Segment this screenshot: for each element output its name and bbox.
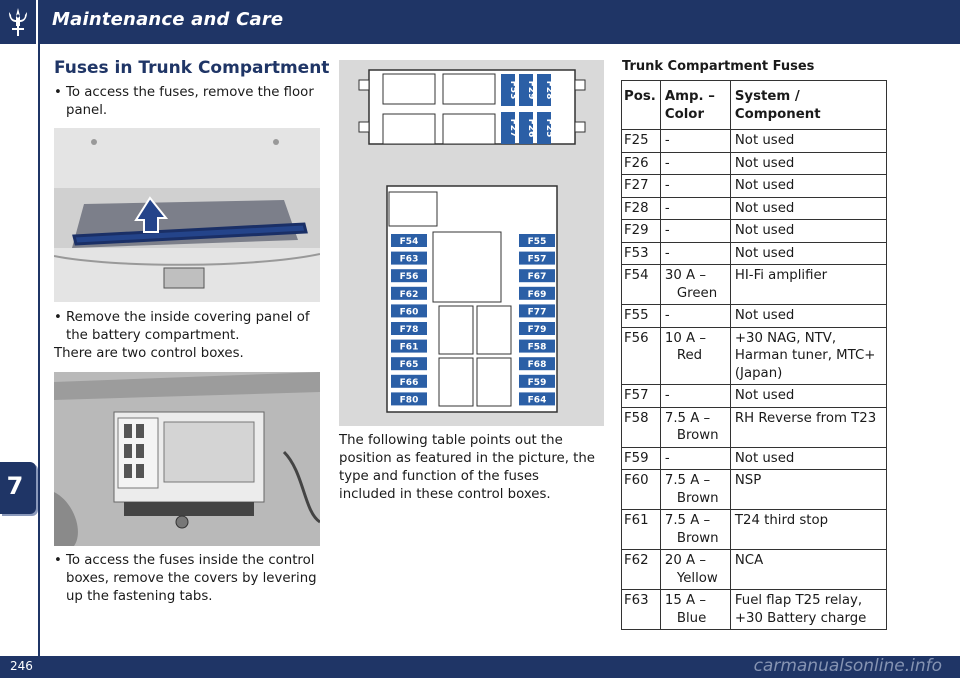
col-header-amp: Amp. – Color <box>660 81 730 130</box>
fuse-label-F68 <box>519 357 555 370</box>
instruction-battery-panel: • Remove the inside covering panel of the battery compartment. <box>54 310 310 343</box>
cell-system: Not used <box>730 220 886 243</box>
cell-amp: - <box>660 305 730 328</box>
table-row <box>622 220 887 243</box>
fuse-label-F77 <box>519 304 555 317</box>
cell-system: NSP <box>730 470 886 510</box>
table-row <box>622 510 887 550</box>
page-number: 246 <box>10 659 33 673</box>
cell-amp: - <box>660 385 730 408</box>
control-boxes-note: There are two control boxes. <box>54 346 244 361</box>
table-row <box>622 447 887 470</box>
table-row <box>622 590 887 630</box>
cell-system: Fuel flap T25 relay, +30 Battery charge <box>730 590 886 630</box>
table-row <box>622 550 887 590</box>
fuse-label-F64 <box>519 392 555 405</box>
svg-text:F63: F63 <box>399 254 419 265</box>
page-footer <box>0 656 960 678</box>
cell-pos: F29 <box>622 220 661 243</box>
cell-system: Not used <box>730 175 886 198</box>
svg-text:F66: F66 <box>399 377 419 388</box>
fuse-label-F61 <box>391 340 427 353</box>
fuse-label-F60 <box>391 304 427 317</box>
cell-pos: F62 <box>622 550 661 590</box>
svg-text:F27: F27 <box>508 118 518 138</box>
table-row <box>622 305 887 328</box>
svg-text:F65: F65 <box>399 360 419 371</box>
cell-amp: 15 A – Blue <box>660 590 730 630</box>
cell-system: HI-Fi amplifier <box>730 265 886 305</box>
fuse-label-F66 <box>391 375 427 388</box>
fuse-box-diagram <box>339 60 604 426</box>
table-row <box>622 152 887 175</box>
fuse-label-F57 <box>519 252 555 265</box>
cell-pos: F28 <box>622 197 661 220</box>
cell-pos: F53 <box>622 242 661 265</box>
svg-text:F53: F53 <box>508 80 518 100</box>
trunk-floor-photo <box>54 128 320 302</box>
svg-text:F80: F80 <box>399 395 419 406</box>
cell-amp: - <box>660 447 730 470</box>
cell-pos: F58 <box>622 407 661 447</box>
svg-text:F28: F28 <box>544 80 554 100</box>
fuse-label-F79 <box>519 322 555 335</box>
cell-pos: F60 <box>622 470 661 510</box>
cell-pos: F25 <box>622 130 661 153</box>
table-header-row <box>622 81 887 130</box>
fuse-table <box>621 80 887 630</box>
svg-text:F57: F57 <box>527 254 547 265</box>
svg-text:F55: F55 <box>527 237 547 247</box>
fuse-label-F65 <box>391 357 427 370</box>
svg-text:F59: F59 <box>527 377 547 388</box>
section-title: Maintenance and Care <box>52 9 284 30</box>
svg-text:F77: F77 <box>527 307 547 318</box>
fuse-label-F59 <box>519 375 555 388</box>
cell-system: Not used <box>730 305 886 328</box>
fuse-label-F55 <box>519 234 555 247</box>
svg-text:F58: F58 <box>527 342 547 353</box>
table-row <box>622 197 887 220</box>
cell-amp: 30 A – Green <box>660 265 730 305</box>
control-box-photo <box>54 372 320 546</box>
cell-system: Not used <box>730 197 886 220</box>
cell-amp: 7.5 A – Brown <box>660 407 730 447</box>
side-rule <box>38 44 40 656</box>
cell-system: Not used <box>730 152 886 175</box>
svg-text:F78: F78 <box>399 325 419 335</box>
col-header-system: System / Component <box>730 81 886 130</box>
cell-pos: F57 <box>622 385 661 408</box>
svg-text:F54: F54 <box>399 237 419 247</box>
col-header-pos: Pos. <box>622 81 661 130</box>
section-heading: Fuses in Trunk Compartment <box>54 58 330 78</box>
fuse-label-F58 <box>519 340 555 353</box>
svg-text:F25: F25 <box>544 118 554 138</box>
table-row <box>622 265 887 305</box>
cell-amp: - <box>660 130 730 153</box>
instruction-floor-panel: • To access the fuses, remove the floor panel. <box>54 85 314 118</box>
table-row <box>622 470 887 510</box>
instruction-remove-covers: • To access the fuses inside the control boxes, remove the covers by levering up the fastening tabs. <box>54 553 317 604</box>
cell-system: Not used <box>730 242 886 265</box>
fuse-label-F54 <box>391 234 427 247</box>
table-row <box>622 385 887 408</box>
svg-text:F79: F79 <box>527 325 547 335</box>
cell-amp: - <box>660 220 730 243</box>
cell-pos: F27 <box>622 175 661 198</box>
cell-amp: - <box>660 197 730 220</box>
cell-amp: - <box>660 175 730 198</box>
cell-system: Not used <box>730 385 886 408</box>
chapter-tab <box>0 462 36 514</box>
cell-pos: F56 <box>622 327 661 385</box>
svg-text:F61: F61 <box>399 342 419 353</box>
cell-system: Not used <box>730 447 886 470</box>
fuse-label-F63 <box>391 252 427 265</box>
cell-system: +30 NAG, NTV, Harman tuner, MTC+ (Japan) <box>730 327 886 385</box>
watermark: carmanualsonline.info <box>753 656 942 676</box>
cell-system: RH Reverse from T23 <box>730 407 886 447</box>
svg-text:F62: F62 <box>399 289 419 300</box>
table-row <box>622 327 887 385</box>
svg-text:F29: F29 <box>526 80 536 100</box>
cell-system: NCA <box>730 550 886 590</box>
cell-amp: 20 A – Yellow <box>660 550 730 590</box>
table-intro-text: The following table points out the position as featured in the picture, the type and function of the fuses included in these control boxes. <box>339 433 595 502</box>
cell-system: T24 third stop <box>730 510 886 550</box>
cell-pos: F59 <box>622 447 661 470</box>
cell-amp: - <box>660 152 730 175</box>
svg-text:F68: F68 <box>527 360 547 371</box>
cell-amp: 10 A – Red <box>660 327 730 385</box>
cell-pos: F63 <box>622 590 661 630</box>
cell-amp: 7.5 A – Brown <box>660 470 730 510</box>
svg-text:F67: F67 <box>527 272 547 283</box>
trident-logo-icon <box>0 0 38 44</box>
chapter-number: 7 <box>6 472 24 500</box>
table-row <box>622 407 887 447</box>
fuse-label-F67 <box>519 269 555 282</box>
fuse-label-F69 <box>519 287 555 300</box>
cell-pos: F55 <box>622 305 661 328</box>
cell-amp: - <box>660 242 730 265</box>
cell-system: Not used <box>730 130 886 153</box>
svg-text:F56: F56 <box>399 272 419 283</box>
fuse-label-F80 <box>391 392 427 405</box>
table-row <box>622 242 887 265</box>
svg-text:F26: F26 <box>526 118 536 138</box>
svg-text:F69: F69 <box>527 289 547 300</box>
svg-text:F64: F64 <box>527 395 547 406</box>
fuse-label-F78 <box>391 322 427 335</box>
cell-pos: F54 <box>622 265 661 305</box>
table-row <box>622 130 887 153</box>
page-header <box>0 0 960 44</box>
cell-pos: F61 <box>622 510 661 550</box>
cell-pos: F26 <box>622 152 661 175</box>
cell-amp: 7.5 A – Brown <box>660 510 730 550</box>
fuse-label-F62 <box>391 287 427 300</box>
svg-text:F60: F60 <box>399 307 419 318</box>
fuse-label-F56 <box>391 269 427 282</box>
table-row <box>622 175 887 198</box>
table-title: Trunk Compartment Fuses <box>622 59 815 74</box>
